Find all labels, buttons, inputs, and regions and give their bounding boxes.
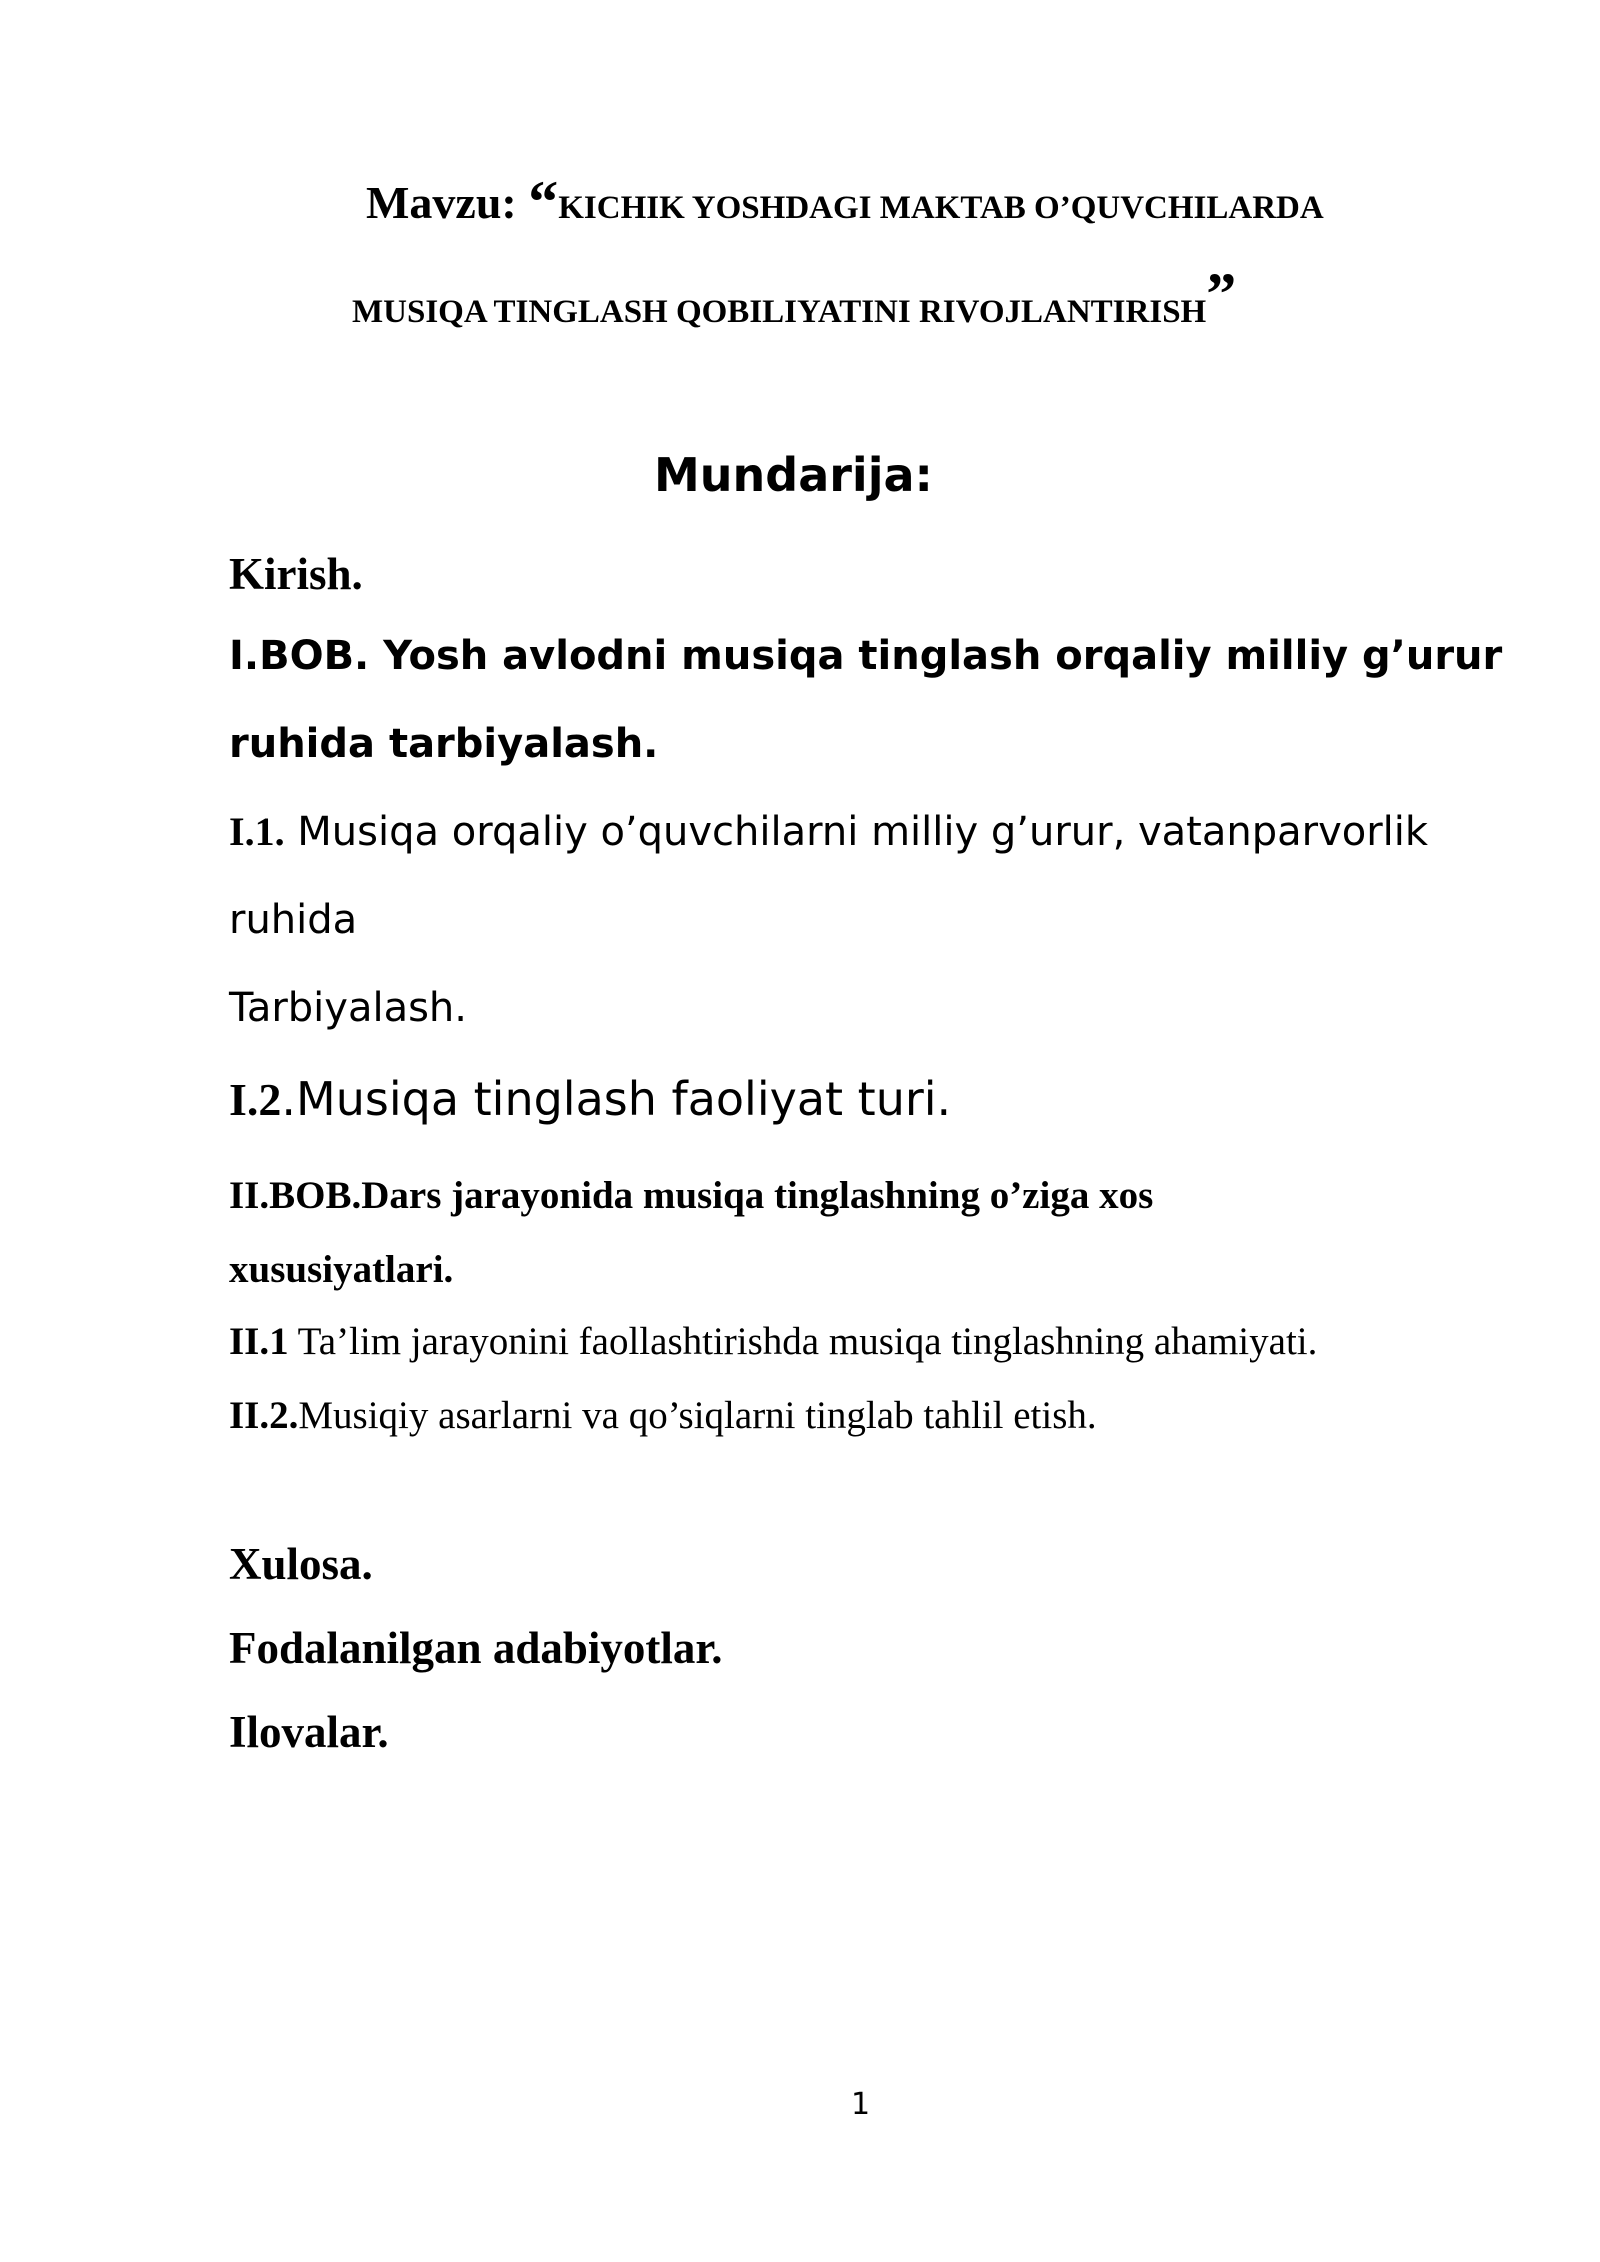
toc-section-1-1-line-1 <box>229 809 1429 855</box>
toc-section-2-2-text: Musiqiy asarlarni va qo’siqlarni tinglab tahlil etish. <box>298 1394 1097 1437</box>
toc-section-2-1-text: Ta’lim jarayonini faollashtirishda musiqa tinglashning ahamiyati. <box>288 1320 1318 1363</box>
toc-chapter-2-line-2: xususiyatlari. <box>229 1248 454 1291</box>
toc-section-2-2-number: II.2. <box>229 1394 299 1437</box>
toc-section-1-2-text: .Musiqa tinglash faoliyat turi. <box>281 1072 952 1126</box>
title-line-1 <box>366 168 1324 235</box>
toc-section-1-2-number: I.2 <box>229 1074 282 1125</box>
toc-section-1-1-line-2: ruhida <box>229 897 358 943</box>
title-label: Mavzu: <box>366 177 529 228</box>
toc-item-literature: Fodalanilgan adabiyotlar. <box>229 1623 723 1673</box>
toc-section-2-1 <box>229 1322 1317 1361</box>
title-text-1: KICHIK YOSHDAGI MAKTAB O’QUVCHILARDA <box>558 190 1324 226</box>
toc-heading: Mundarija: <box>654 448 933 502</box>
toc-section-1-1-text: Musiqa orqaliy o’quvchilarni milliy g’urur, vatanparvorlik <box>284 809 1429 855</box>
toc-section-2-2 <box>229 1396 1097 1435</box>
toc-chapter-2-line-1: II.BOB.Dars jarayonida musiqa tinglashning o’ziga xos <box>229 1174 1154 1217</box>
toc-section-1-1-line-3: Tarbiyalash. <box>229 985 467 1031</box>
toc-chapter-1-line-1: I.BOB. Yosh avlodni musiqa tinglash orqaliy milliy g’urur <box>229 633 1503 679</box>
toc-section-2-1-number: II.1 <box>229 1320 289 1363</box>
toc-chapter-1-line-2: ruhida tarbiyalash. <box>229 721 659 767</box>
title-close-quote: ” <box>1206 261 1237 327</box>
title-text-2: MUSIQA TINGLASH QOBILIYATINI RIVOJLANTIRISH <box>352 294 1207 330</box>
title-line-2 <box>352 261 1237 332</box>
title-open-quote: “ <box>528 169 559 235</box>
toc-item-appendices: Ilovalar. <box>229 1707 389 1757</box>
toc-item-intro: Kirish. <box>229 549 363 599</box>
page-number: 1 <box>851 2087 871 2122</box>
toc-section-1-1-number: I.1. <box>229 809 285 854</box>
toc-section-1-2 <box>229 1072 952 1126</box>
toc-item-conclusion: Xulosa. <box>229 1539 373 1589</box>
